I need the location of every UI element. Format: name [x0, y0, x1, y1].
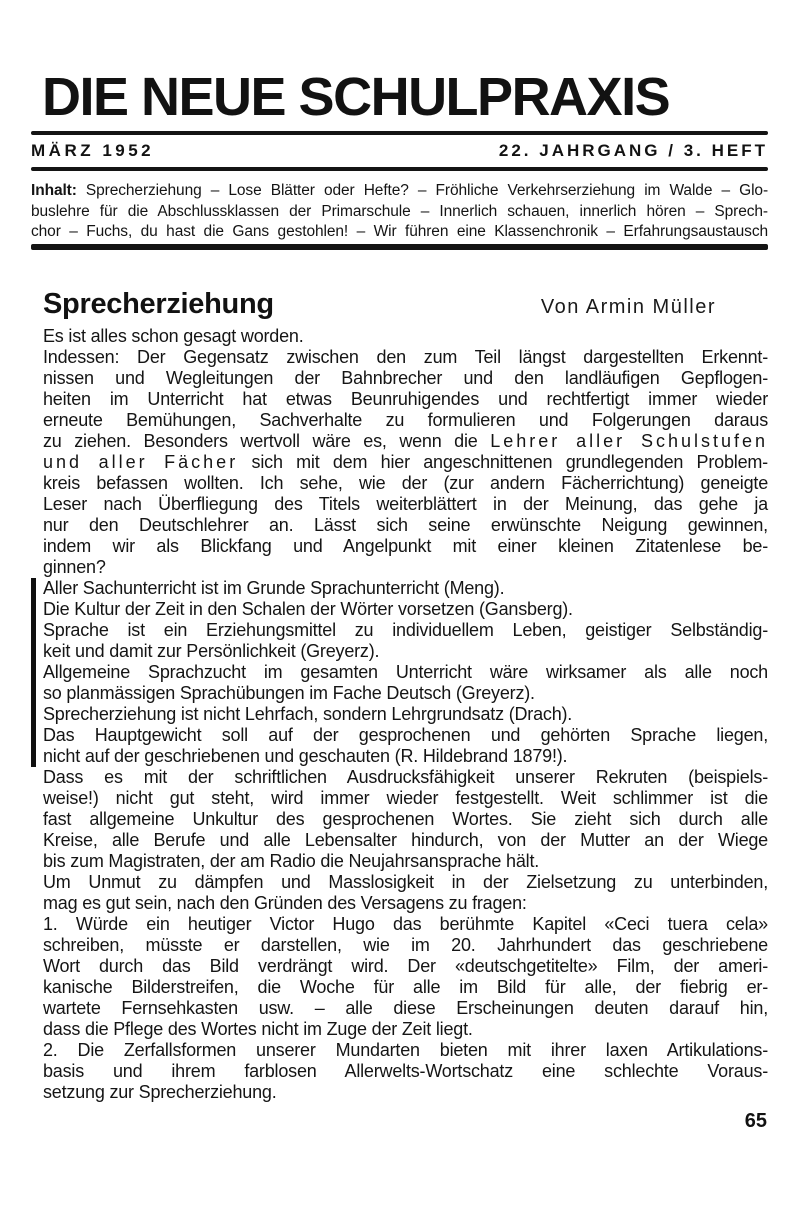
divider-thick [31, 244, 768, 250]
inline-text: dass die Pflege des Wortes nicht im Zuge der Zeit liegt. [43, 1019, 473, 1039]
text-line [43, 410, 768, 431]
paragraph [43, 767, 768, 872]
quote-item [43, 620, 768, 662]
paragraph [43, 872, 768, 914]
divider [31, 167, 768, 171]
inline-text: Es ist alles schon gesagt worden. [43, 326, 304, 346]
quote-item [43, 704, 768, 725]
text-line [43, 746, 768, 767]
inline-text: heiten im Unterricht hat etwas Beunruhigendes und rechtfertigt immer wieder [43, 389, 768, 409]
article-header [43, 288, 768, 321]
text-line [43, 851, 768, 872]
text-line [31, 202, 768, 223]
quote-block [31, 578, 768, 767]
article-byline: Von Armin Müller [540, 296, 716, 318]
text-line [43, 725, 768, 746]
text-line [43, 494, 768, 515]
masthead-title: DIE NEUE SCHULPRAXIS [42, 67, 670, 127]
inline-text: Das Hauptgewicht soll auf der gesprochenen und gehörten Sprache liegen, [43, 725, 768, 745]
inline-text: fast allgemeine Unkultur des gesprochenen Wortes. Sie zieht sich durch alle [43, 809, 768, 829]
text-line [43, 368, 768, 389]
text-line [43, 1040, 768, 1061]
text-line [43, 683, 768, 704]
inline-text: keit und damit zur Persönlichkeit (Greyerz). [43, 641, 380, 661]
inline-text: basis und ihrem farblosen Allerwelts-Wortschatz eine schlechte Voraus- [43, 1061, 768, 1081]
inline-text: nissen und Wegleitungen der Bahnbrecher und den landläufigen Gepflogen- [43, 368, 768, 388]
table-of-contents [31, 181, 768, 243]
inline-text: Aller Sachunterricht ist im Grunde Sprachunterricht (Meng). [43, 578, 505, 598]
text-line [43, 998, 768, 1019]
issue-info: 22. JAHRGANG / 3. HEFT [498, 141, 768, 160]
inline-text: Die Kultur der Zeit in den Schalen der Wörter vorsetzen (Gansberg). [43, 599, 573, 619]
inline-text: Sprecherziehung ist nicht Lehrfach, sondern Lehrgrundsatz (Drach). [43, 704, 573, 724]
text-line [43, 641, 768, 662]
text-line [43, 830, 768, 851]
inline-text: sich mit dem hier angeschnittenen grundlegenden Problem- [238, 452, 768, 472]
article [43, 288, 768, 1103]
text-line [43, 914, 768, 935]
inline-bold-text: Inhalt: [31, 182, 86, 199]
quote-item [43, 578, 768, 599]
text-line [43, 326, 768, 347]
text-line [43, 788, 768, 809]
paragraph [43, 347, 768, 578]
quote-item [43, 599, 768, 620]
inline-text: 1. Würde ein heutiger Victor Hugo das berühmte Kapitel «Ceci tuera cela» [43, 914, 768, 934]
inline-text: wartete Fernsehkasten usw. – alle diese Erscheinungen deuten darauf hin, [43, 998, 768, 1018]
quote-item [43, 662, 768, 704]
inline-text: nicht auf der geschriebenen und geschauten (R. Hildebrand 1879!). [43, 746, 568, 766]
paragraph [43, 914, 768, 1040]
inline-text: Indessen: Der Gegensatz zwischen den zum Teil längst dargestellten Erkennt- [43, 347, 768, 367]
text-line [43, 473, 768, 494]
inline-text: bis zum Magistraten, der am Radio die Neujahrsansprache hält. [43, 851, 540, 871]
text-line [43, 662, 768, 683]
inline-text: erneute Bemühungen, Sachverhalte zu formulieren und Folgerungen daraus [43, 410, 768, 430]
inline-text: so planmässigen Sprachübungen im Fache Deutsch (Greyerz). [43, 683, 535, 703]
inline-text: 2. Die Zerfallsformen unserer Mundarten bieten mit ihrer laxen Artikulations- [43, 1040, 768, 1060]
inline-text: mag es gut sein, nach den Gründen des Versagens zu fragen: [43, 893, 527, 913]
inline-text: nur den Deutschlehrer an. Lässt sich seine erwünschte Neigung gewinnen, [43, 515, 768, 535]
paragraph [43, 326, 768, 347]
text-line [43, 767, 768, 788]
page-number: 65 [744, 1110, 767, 1132]
inline-text: kanische Bilderstreifen, die Woche für alle im Bild für alle, der fiebrig er- [43, 977, 768, 997]
text-line [43, 431, 768, 452]
text-line [43, 1082, 768, 1103]
article-title: Sprecherziehung [43, 288, 274, 320]
article-body [43, 326, 768, 1103]
inline-text: buslehre für die Abschlussklassen der Primarschule – Innerlich schauen, innerlich hören – Sprech- [31, 202, 768, 220]
inline-text: Kreise, alle Berufe und alle Lebensalter hindurch, von der Mutter an der Wiege [43, 830, 768, 850]
inline-text: Dass es mit der schriftlichen Ausdrucksfähigkeit unserer Rekruten (beispiels- [43, 767, 768, 787]
text-line [31, 222, 768, 243]
text-line [31, 181, 768, 202]
inline-text: schreiben, müsste er darstellen, wie im 20. Jahrhundert das geschriebene [43, 935, 768, 955]
text-line [43, 704, 768, 725]
text-line [43, 578, 768, 599]
paragraph [43, 1040, 768, 1103]
issue-date: MÄRZ 1952 [31, 141, 155, 160]
inline-text: setzung zur Sprecherziehung. [43, 1082, 277, 1102]
text-line [43, 389, 768, 410]
inline-text: indem wir als Blickfang und Angelpunkt mit einer kleinen Zitatenlese be- [43, 536, 768, 556]
inline-text: Sprache ist ein Erziehungsmittel zu individuellem Leben, geistiger Selbständig- [43, 620, 768, 640]
text-line [43, 1061, 768, 1082]
text-line [43, 599, 768, 620]
inline-text: ginnen? [43, 557, 106, 577]
inline-text: Leser nach Überfliegung des Titels weiterblättert in der Meinung, das gehe ja [43, 494, 768, 514]
inline-text: Um Unmut zu dämpfen und Masslosigkeit in der Zielsetzung zu unterbinden, [43, 872, 768, 892]
text-line [43, 452, 768, 473]
inline-text: Sprecherziehung – Lose Blätter oder Hefte? – Fröhliche Verkehrserziehung im Walde – Glo- [85, 182, 768, 199]
text-line [43, 557, 768, 578]
issue-row [31, 141, 768, 161]
text-line [43, 347, 768, 368]
inline-text: Wort durch das Bild verdrängt wird. Der «deutschgetitelte» Film, der ameri- [43, 956, 768, 976]
text-line [43, 515, 768, 536]
text-line [43, 935, 768, 956]
text-line [43, 809, 768, 830]
letterspaced-text: Lehrer aller Schulstufen [490, 431, 768, 451]
text-line [43, 893, 768, 914]
text-line [43, 872, 768, 893]
text-line [43, 956, 768, 977]
text-line [43, 620, 768, 641]
text-line [43, 536, 768, 557]
inline-text: weise!) nicht gut steht, wird immer wieder festgestellt. Weit schlimmer ist die [43, 788, 768, 808]
text-line [43, 977, 768, 998]
letterspaced-text: und aller Fächer [43, 452, 239, 472]
inline-text: kreis befassen wollten. Ich sehe, wie der (zur andern Fächerrichtung) geneigte [43, 473, 768, 493]
inline-text: chor – Fuchs, du hast die Gans gestohlen! – Wir führen eine Klassenchronik – Erfahrungsaustausch [31, 223, 768, 240]
inline-text: Allgemeine Sprachzucht im gesamten Unterricht wäre wirksamer als alle noch [43, 662, 768, 682]
divider [31, 131, 768, 135]
text-line [43, 1019, 768, 1040]
inline-text: zu ziehen. Besonders wertvoll wäre es, wenn die [43, 431, 491, 451]
quote-item [43, 725, 768, 767]
